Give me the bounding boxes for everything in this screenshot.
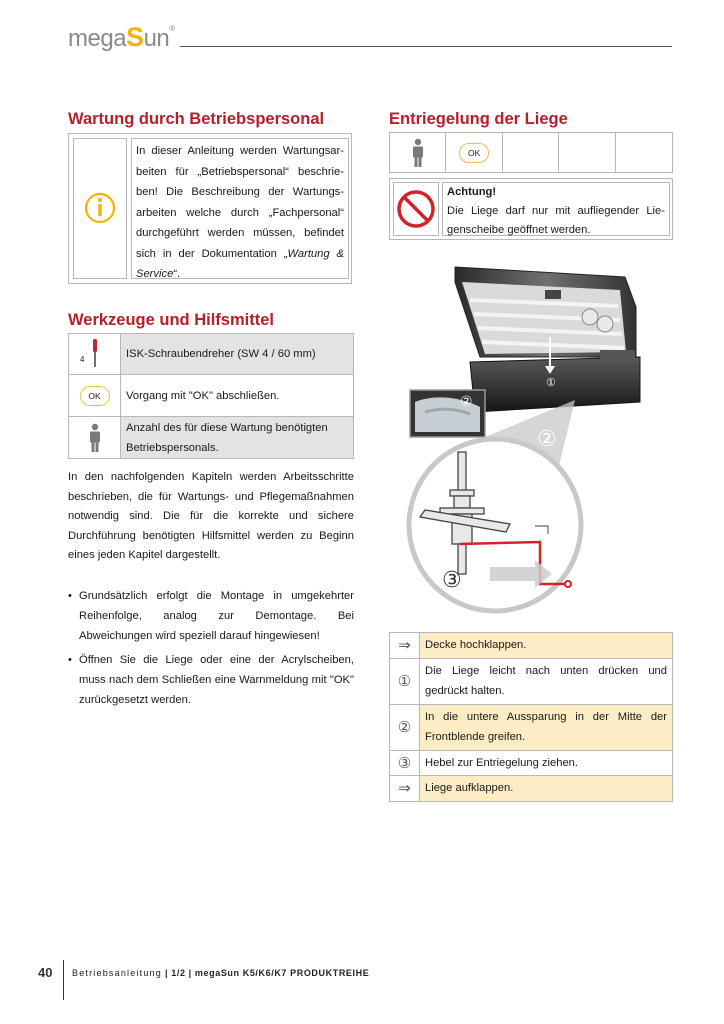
bullet-list bbox=[68, 586, 354, 714]
figure-label-three: ③ bbox=[442, 568, 462, 593]
person-icon bbox=[410, 138, 426, 168]
footer-rule bbox=[63, 960, 64, 1000]
bullet-dot: • bbox=[68, 654, 72, 666]
logo-registered: ® bbox=[169, 24, 175, 33]
bullet-text: Öffnen Sie die Liege oder eine der Acrylscheiben, muss nach dem Schließen eine Warnmeldung mit "OK" zurückgesetzt werden. bbox=[79, 654, 354, 706]
footer-doc-name: Betriebsanleitung bbox=[72, 968, 162, 978]
step-row bbox=[389, 751, 673, 777]
tool-row-text: ISK-Schraubendreher (SW 4 / 60 mm) bbox=[121, 334, 353, 374]
warning-title: Achtung! bbox=[447, 186, 497, 198]
warning-box bbox=[389, 178, 673, 240]
werkzeuge-heading: Werkzeuge und Hilfsmittel bbox=[68, 311, 274, 329]
info-icon-cell bbox=[73, 138, 127, 279]
step-text: Liege aufklappen. bbox=[420, 776, 672, 801]
screwdriver-icon bbox=[90, 339, 100, 369]
step-number-icon: ③ bbox=[390, 751, 420, 776]
figure-label-one: ① bbox=[546, 376, 556, 389]
step-text: In die untere Aussparung in der Mitte der Frontblende greifen. bbox=[420, 705, 672, 750]
entriegelung-heading: Entriegelung der Liege bbox=[389, 110, 568, 128]
person-cell bbox=[390, 133, 446, 172]
step-text: Hebel zur Entriegelung ziehen. bbox=[425, 756, 578, 769]
step-row bbox=[389, 705, 673, 751]
bullet-item bbox=[68, 650, 354, 710]
warning-text: Die Liege darf nur mit aufliegender Liegenscheibe geöffnet werden. bbox=[447, 205, 665, 236]
bullet-dot: • bbox=[68, 590, 72, 602]
step-row bbox=[389, 632, 673, 659]
prohibition-cell bbox=[393, 182, 439, 236]
intro-paragraph: In den nachfolgenden Kapiteln werden Arbeitsschritte beschrieben, die für Wartungs- und Pflegemaßnahmen notwendig sind. Die für die korrekte und sichere Durchführung benötigten Hilfsmittel werden zu Beginn eines jeden Kapitel dargestellt. bbox=[68, 471, 354, 561]
step-arrow-icon: ⇒ bbox=[390, 776, 420, 801]
ok-cell bbox=[69, 375, 121, 416]
info-text-italic: Wartung & Service bbox=[136, 247, 344, 280]
info-text bbox=[131, 138, 349, 279]
bullet-item bbox=[68, 586, 354, 646]
empty-cell bbox=[616, 133, 672, 172]
tool-row-text: Anzahl des für diese Wartung benötigten Betriebspersonals. bbox=[121, 417, 353, 458]
screwdriver-size-label: 4 bbox=[80, 355, 85, 364]
sunbed-illustration bbox=[400, 262, 660, 617]
step-text: Die Liege leicht nach unten drücken und gedrückt halten. bbox=[425, 664, 667, 697]
tools-table bbox=[68, 333, 354, 459]
page-number: 40 bbox=[38, 965, 53, 980]
warning-text-cell bbox=[442, 182, 670, 236]
info-text-main: In dieser Anleitung werden Wartungsarbeiten für „Betriebspersonal“ beschrieben! Die Beschreibung der Wartungsarbeiten welche durch „Fachpersonal“ durchgeführt werden müssen, befindet sich in der Dokumentation „ bbox=[136, 145, 344, 260]
footer-product: megaSun K5/K6/K7 PRODUKTREIHE bbox=[194, 968, 370, 978]
tool-row bbox=[68, 375, 354, 417]
tool-row bbox=[68, 417, 354, 459]
tool-row bbox=[68, 333, 354, 375]
ok-badge-icon: OK bbox=[80, 386, 110, 406]
empty-cell bbox=[559, 133, 615, 172]
screwdriver-cell bbox=[69, 334, 121, 374]
figure-label-two-large: ② bbox=[537, 427, 557, 452]
tool-row-text: Vorgang mit "OK" abschließen. bbox=[126, 389, 280, 402]
tools-strip bbox=[389, 132, 673, 173]
step-text: Decke hochklappen. bbox=[420, 633, 672, 658]
step-number-icon: ① bbox=[390, 659, 420, 704]
megasun-logo bbox=[68, 22, 175, 53]
info-icon bbox=[73, 138, 127, 279]
steps-table bbox=[389, 632, 673, 802]
wartung-heading: Wartung durch Betriebspersonal bbox=[68, 110, 325, 128]
info-text-end: “. bbox=[173, 268, 181, 280]
info-box bbox=[68, 133, 352, 284]
footer-text bbox=[72, 968, 369, 978]
step-number-icon: ② bbox=[390, 705, 420, 750]
person-cell bbox=[69, 417, 121, 458]
footer-separator: | 1/2 | bbox=[161, 968, 195, 978]
figure-label-two-small: ② bbox=[460, 394, 473, 410]
bullet-text: Grundsätzlich erfolgt die Montage in umgekehrter Reihenfolge, analog zur Demontage. Bei Abweichungen wird speziell darauf hingewiesen! bbox=[79, 590, 354, 642]
person-icon bbox=[87, 423, 103, 453]
empty-cell bbox=[503, 133, 559, 172]
ok-badge-icon: OK bbox=[459, 143, 489, 163]
ok-cell bbox=[446, 133, 502, 172]
step-arrow-icon: ⇒ bbox=[390, 633, 420, 658]
step-row bbox=[389, 776, 673, 802]
logo-text-un: un bbox=[143, 25, 170, 52]
step-row bbox=[389, 659, 673, 705]
logo-text-mega: mega bbox=[68, 25, 127, 52]
prohibition-icon bbox=[394, 183, 438, 235]
header-rule bbox=[180, 46, 672, 47]
logo-text-s: S bbox=[126, 22, 144, 52]
